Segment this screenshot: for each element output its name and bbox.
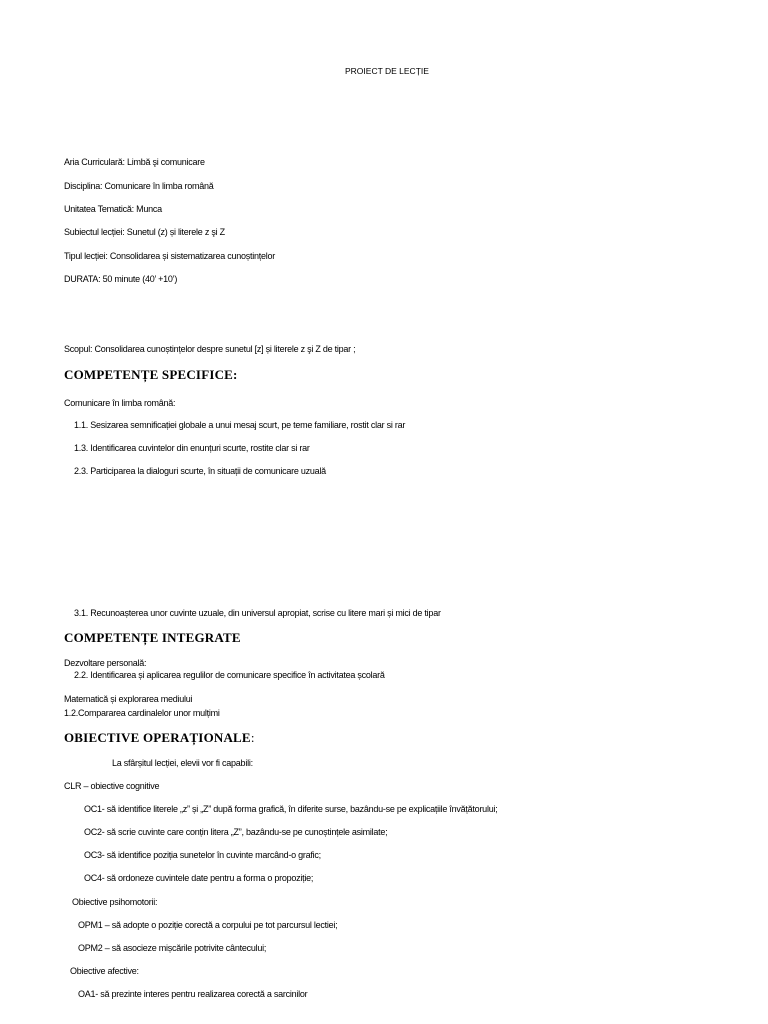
objective-opm1: OPM1 – să adopte o poziție corectă a corpului pe tot parcursul lectiei; — [78, 920, 338, 930]
document-title: PROIECT DE LECȚIE — [345, 66, 429, 76]
competenta-1-1: 1.1. Sesizarea semnificației globale a unui mesaj scurt, pe teme familiare, rostit clar si rar — [74, 420, 406, 430]
objective-oc3: OC3- să identifice poziția sunetelor în cuvinte marcând-o grafic; — [84, 850, 321, 860]
competente-specifice-heading: COMPETENȚE SPECIFICE: — [64, 367, 238, 382]
competenta-2-3: 2.3. Participarea la dialoguri scurte, în situații de comunicare uzuală — [74, 466, 326, 476]
dezvoltare-personala-item: 2.2. Identificarea și aplicarea regulilor de comunicare specifice în activitatea școlară — [74, 670, 385, 680]
afective-title: Obiective afective: — [70, 966, 139, 976]
subiectul-lectiei: Subiectul lecției: Sunetul (z) și literele z şi Z — [64, 227, 225, 237]
obiective-heading-suffix: : — [250, 730, 255, 745]
comunicare-subject: Comunicare în limba română: — [64, 398, 176, 408]
clr-title: CLR – obiective cognitive — [64, 781, 160, 791]
competente-integrate-heading: COMPETENȚE INTEGRATE — [64, 630, 241, 645]
aria-curriculara: Aria Curriculară: Limbă şi comunicare — [64, 157, 205, 167]
competenta-1-3: 1.3. Identificarea cuvintelor din enunțuri scurte, rostite clar si rar — [74, 443, 310, 453]
psihomotorii-title: Obiective psihomotorii: — [72, 897, 158, 907]
competenta-3-1: 3.1. Recunoașterea unor cuvinte uzuale, din universul apropiat, scrise cu litere mari și mici de tipar — [74, 608, 441, 618]
obiective-heading-text: OBIECTIVE OPERAȚIONALE — [64, 730, 251, 745]
objective-oc2: OC2- să scrie cuvinte care conțin litera „Z”, bazându-se pe cunoștințele asimilate; — [84, 827, 388, 837]
tipul-lectiei: Tipul lecției: Consolidarea și sistematizarea cunoștințelor — [64, 251, 276, 261]
dezvoltare-personala-title: Dezvoltare personală: — [64, 658, 147, 668]
durata: DURATA: 50 minute (40’ +10’) — [64, 274, 178, 284]
obiective-intro: La sfârșitul lecției, elevii vor fi capabili: — [112, 758, 253, 768]
objective-oc1: OC1- să identifice literele „z” și „Z” după forma grafică, în diferite surse, bazându-se pe explicațiile învățătorului; — [84, 804, 498, 814]
objective-opm2: OPM2 – să asocieze mișcările potrivite cântecului; — [78, 943, 267, 953]
obiective-heading — [64, 730, 255, 745]
objective-oc4: OC4- să ordoneze cuvintele date pentru a forma o propoziție; — [84, 873, 314, 883]
matematica-title: Matematică și explorarea mediului — [64, 694, 193, 704]
unitatea-tematica: Unitatea Tematică: Munca — [64, 204, 162, 214]
matematica-item: 1.2.Compararea cardinalelor unor mulțimi — [64, 708, 220, 718]
objective-oa1: OA1- să prezinte interes pentru realizarea corectă a sarcinilor — [78, 989, 308, 999]
disciplina: Disciplina: Comunicare în limba română — [64, 181, 214, 191]
scopul: Scopul: Consolidarea cunoștințelor despre sunetul [z] și literele z şi Z de tipar ; — [64, 344, 356, 354]
